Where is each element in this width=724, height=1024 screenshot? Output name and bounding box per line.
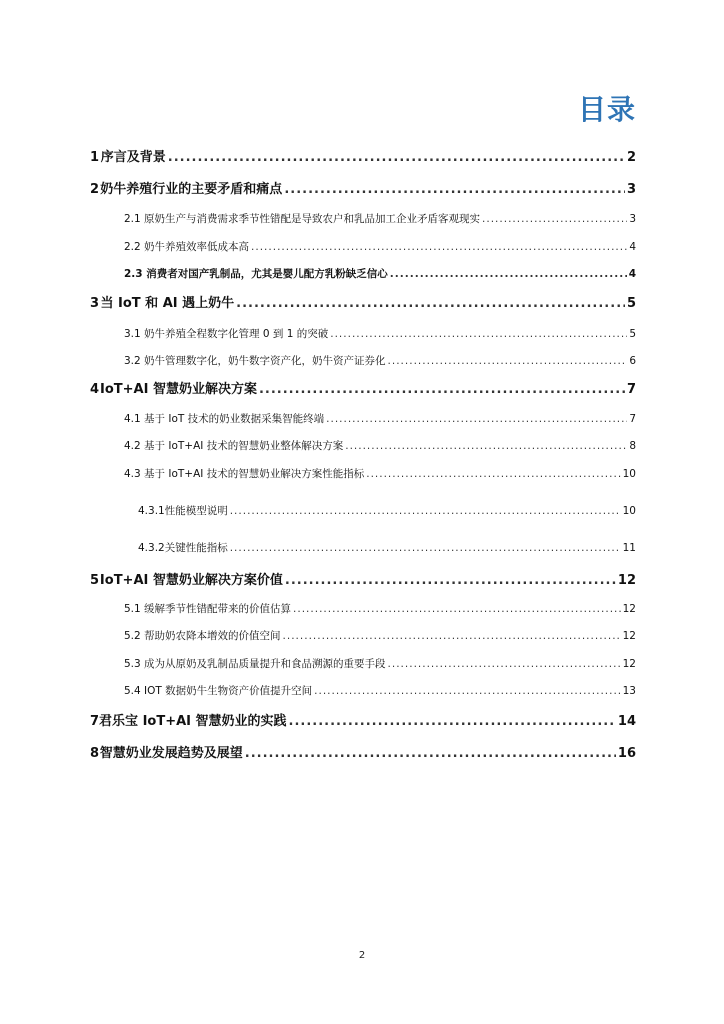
toc-entry-page: 12	[622, 603, 636, 615]
dot-leader	[388, 656, 621, 672]
dot-leader	[326, 411, 627, 427]
toc-entry-number: 1	[90, 150, 100, 165]
toc-entry-text: 序言及背景	[100, 150, 166, 165]
toc-entry-page: 12	[617, 573, 636, 588]
toc-entry-number: 4.3.2	[138, 542, 165, 554]
dot-leader	[293, 601, 621, 617]
toc-entry-page: 8	[629, 440, 636, 452]
toc-entry-text: 5.4 IOT 数据奶牛生物资产价值提升空间	[124, 685, 313, 697]
toc-entry-4-3-2[interactable]	[138, 540, 636, 556]
toc-entry-number: 4.3.1	[138, 505, 165, 517]
toc-entry-5-2[interactable]	[124, 628, 636, 644]
dot-leader	[251, 239, 627, 255]
toc-entry-4-2[interactable]	[124, 438, 636, 454]
toc-entry-page: 5	[629, 328, 636, 340]
toc-entry-text: 当 IoT 和 AI 遇上奶牛	[100, 296, 235, 311]
toc-entry-number: 3	[90, 296, 100, 311]
toc-entry-2[interactable]	[90, 180, 636, 200]
toc-title: 目录	[577, 93, 636, 126]
toc-entry-text: 智慧奶业发展趋势及展望	[99, 746, 243, 761]
toc-entry-number: 8	[90, 746, 100, 761]
toc-entry-page: 16	[617, 746, 636, 761]
dot-leader	[285, 571, 616, 591]
dot-leader	[330, 326, 627, 342]
toc-entry-1[interactable]	[90, 148, 636, 168]
toc-entry-text: 性能模型说明	[164, 505, 228, 517]
toc-entry-number: 2	[90, 182, 100, 197]
toc-entry-text: 2.2 奶牛养殖效率低成本高	[124, 241, 250, 253]
toc-entry-page: 13	[622, 685, 636, 697]
toc-entry-2-1[interactable]	[124, 211, 636, 227]
toc-entry-page: 14	[617, 714, 636, 729]
toc-entry-page: 4	[628, 268, 636, 280]
dot-leader	[283, 628, 621, 644]
toc-entry-text: IoT+AI 智慧奶业解决方案	[100, 382, 257, 397]
toc-entry-4-3-1[interactable]	[138, 503, 636, 519]
toc-entry-5-4[interactable]	[124, 683, 636, 699]
toc-entry-number: 5	[90, 573, 100, 588]
toc-entry-page: 7	[626, 382, 636, 397]
dot-leader	[168, 148, 625, 168]
toc-entry-page: 6	[629, 355, 636, 367]
toc-entry-5-1[interactable]	[124, 601, 636, 617]
toc-entry-text: 3.2 奶牛管理数字化，奶牛数字资产化，奶牛资产证券化	[124, 355, 386, 367]
dot-leader	[390, 266, 627, 282]
toc-entry-text: 关键性能指标	[164, 542, 228, 554]
toc-entry-page: 5	[626, 296, 636, 311]
dot-leader	[345, 438, 627, 454]
dot-leader	[230, 503, 621, 519]
toc-entry-page: 7	[629, 413, 636, 425]
toc-entry-text: 3.1 奶牛养殖全程数字化管理 0 到 1 的突破	[124, 328, 329, 340]
toc-entry-text: 5.1 缓解季节性错配带来的价值估算	[124, 603, 292, 615]
dot-leader	[482, 211, 627, 227]
toc-entry-2-2[interactable]	[124, 239, 636, 255]
toc-entry-7[interactable]	[90, 712, 636, 732]
toc-entry-page: 2	[626, 150, 636, 165]
toc-entry-page: 12	[622, 630, 636, 642]
toc-entry-3[interactable]	[90, 294, 636, 314]
dot-leader	[284, 180, 625, 200]
page-number: 2	[358, 950, 366, 961]
toc-entry-4[interactable]	[90, 380, 636, 400]
toc-entry-text: 4.3 基于 IoT+AI 技术的智慧奶业解决方案性能指标	[124, 468, 365, 480]
toc-entry-3-1[interactable]	[124, 326, 636, 342]
toc-entry-text: 2.3 消费者对国产乳制品，尤其是婴儿配方乳粉缺乏信心	[124, 268, 388, 280]
toc-entry-page: 3	[629, 213, 636, 225]
toc-entry-page: 12	[622, 658, 636, 670]
toc-entry-text: 2.1 原奶生产与消费需求季节性错配是导致农户和乳品加工企业矛盾客观现实	[124, 213, 481, 225]
toc-entry-5[interactable]	[90, 571, 636, 591]
toc-entry-text: 4.1 基于 IoT 技术的奶业数据采集智能终端	[124, 413, 325, 425]
toc-entry-page: 11	[622, 542, 636, 554]
dot-leader	[236, 294, 625, 314]
dot-leader	[289, 712, 616, 732]
toc-entry-number: 7	[90, 714, 100, 729]
toc-entry-3-2[interactable]	[124, 353, 636, 369]
dot-leader	[245, 744, 616, 764]
dot-leader	[230, 540, 621, 556]
dot-leader	[259, 380, 625, 400]
toc-entry-text: 奶牛养殖行业的主要矛盾和痛点	[100, 182, 283, 197]
toc-entry-text: 4.2 基于 IoT+AI 技术的智慧奶业整体解决方案	[124, 440, 344, 452]
toc-entry-page: 10	[622, 468, 636, 480]
toc-entry-page: 3	[626, 182, 636, 197]
toc-entry-text: IoT+AI 智慧奶业解决方案价值	[99, 573, 283, 588]
toc-entry-page: 10	[622, 505, 636, 517]
dot-leader	[366, 466, 620, 482]
dot-leader	[314, 683, 620, 699]
toc-entry-5-3[interactable]	[124, 656, 636, 672]
toc-entry-2-3[interactable]	[124, 266, 636, 282]
toc-entry-text: 5.3 成为从原奶及乳制品质量提升和食品溯源的重要手段	[124, 658, 386, 670]
toc-entry-text: 5.2 帮助奶农降本增效的价值空间	[124, 630, 281, 642]
toc-entry-4-1[interactable]	[124, 411, 636, 427]
toc-entry-page: 4	[629, 241, 636, 253]
dot-leader	[388, 353, 628, 369]
toc-entry-8[interactable]	[90, 744, 636, 764]
toc-entry-number: 4	[90, 382, 100, 397]
toc-entry-text: 君乐宝 IoT+AI 智慧奶业的实践	[99, 714, 287, 729]
toc-entry-4-3[interactable]	[124, 466, 636, 482]
